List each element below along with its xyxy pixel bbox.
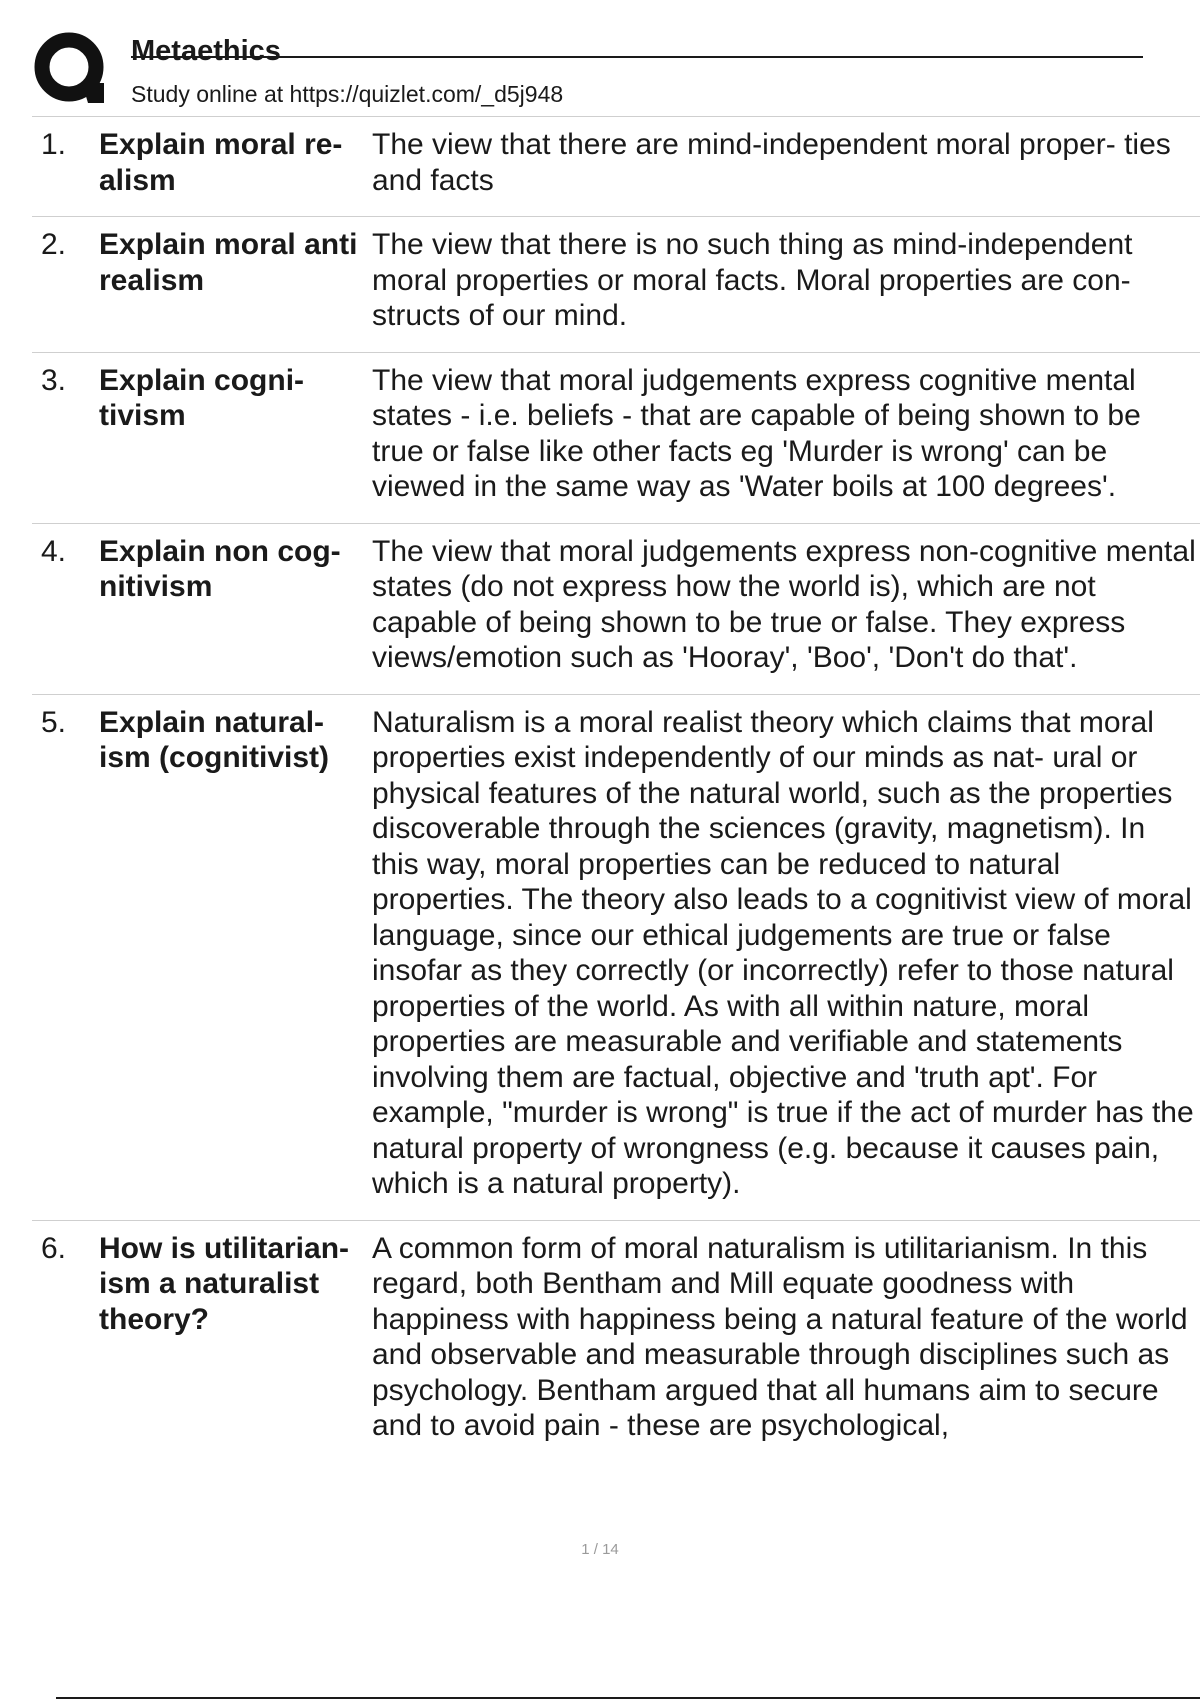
footer-rule xyxy=(56,1697,1200,1699)
flashcard-row xyxy=(32,217,1200,353)
card-term: Explain non cog- nitivism xyxy=(99,534,341,603)
flashcard-row xyxy=(32,117,1200,217)
card-term: Explain moral anti realism xyxy=(99,228,358,297)
card-definition: The view that moral judgements express non-cognitive mental states (do not express how the world is), which are not capable of being shown to be true or false. They express views/emotion such as 'Hooray', 'Boo', 'Don't do that'. xyxy=(372,534,1196,674)
flashcard-row xyxy=(32,1221,1200,1462)
card-definition: The view that there are mind-independent moral proper- ties and facts xyxy=(372,128,1171,197)
card-number: 3. xyxy=(41,363,67,397)
card-number: 2. xyxy=(41,228,67,261)
card-definition: The view that there is no such thing as mind-independent moral properties or moral facts. Moral properties are con- structs of our mind. xyxy=(372,228,1133,332)
page-indicator: 1 / 14 xyxy=(581,1541,619,1558)
flashcard-row xyxy=(32,524,1200,695)
flashcard-list xyxy=(32,117,1200,1462)
quizlet-q-logo-icon xyxy=(32,31,112,111)
card-number: 1. xyxy=(41,128,67,161)
flashcard-row xyxy=(32,695,1200,1221)
document-title: Metaethics xyxy=(131,35,281,67)
card-term: How is utilitarian- ism a naturalist theory? xyxy=(99,1231,350,1336)
card-definition: Naturalism is a moral realist theory which claims that moral properties exist independently of our minds as nat- ural or physical features of the natural world, such as the properties discoverable through the sciences (gravity, magnetism). In this way, moral properties can be reduced to natural properties. The theory also leads to a cognitivist view of moral language, since our ethical judgements are true or false insofar as they correctly (or incorrectly) refer to those natural properties of the world. As with all within nature, moral properties are measurable and verifiable and statements involving them are factual, objective and 'truth apt'. For example, "murder is wrong" is true if the act of murder has the natural property of wrongness (e.g. because it causes pain, which is a natural property). xyxy=(372,705,1194,1200)
card-term: Explain cogni- tivism xyxy=(99,363,305,432)
study-online-link[interactable]: Study online at https://quizlet.com/_d5j948 xyxy=(131,81,564,107)
card-number: 5. xyxy=(41,705,67,739)
card-number: 6. xyxy=(41,1231,67,1265)
card-number: 4. xyxy=(41,534,67,568)
card-definition: The view that moral judgements express cognitive mental states - i.e. beliefs - that are capable of being shown to be true or false like other facts eg 'Murder is wrong' can be viewed in the same way as 'Water boils at 100 degrees'. xyxy=(372,363,1141,503)
card-term: Explain natural- ism (cognitivist) xyxy=(99,705,330,774)
card-definition: A common form of moral naturalism is utilitarianism. In this regard, both Bentham and Mill equate goodness with happiness with happiness being a natural feature of the world and observable and measurable through disciplines such as psychology. Bentham argued that all humans aim to secure and to avoid pain - these are psychological, xyxy=(372,1231,1188,1442)
card-term: Explain moral re- alism xyxy=(99,128,343,197)
title-rule xyxy=(131,56,1143,58)
flashcard-row xyxy=(32,353,1200,524)
